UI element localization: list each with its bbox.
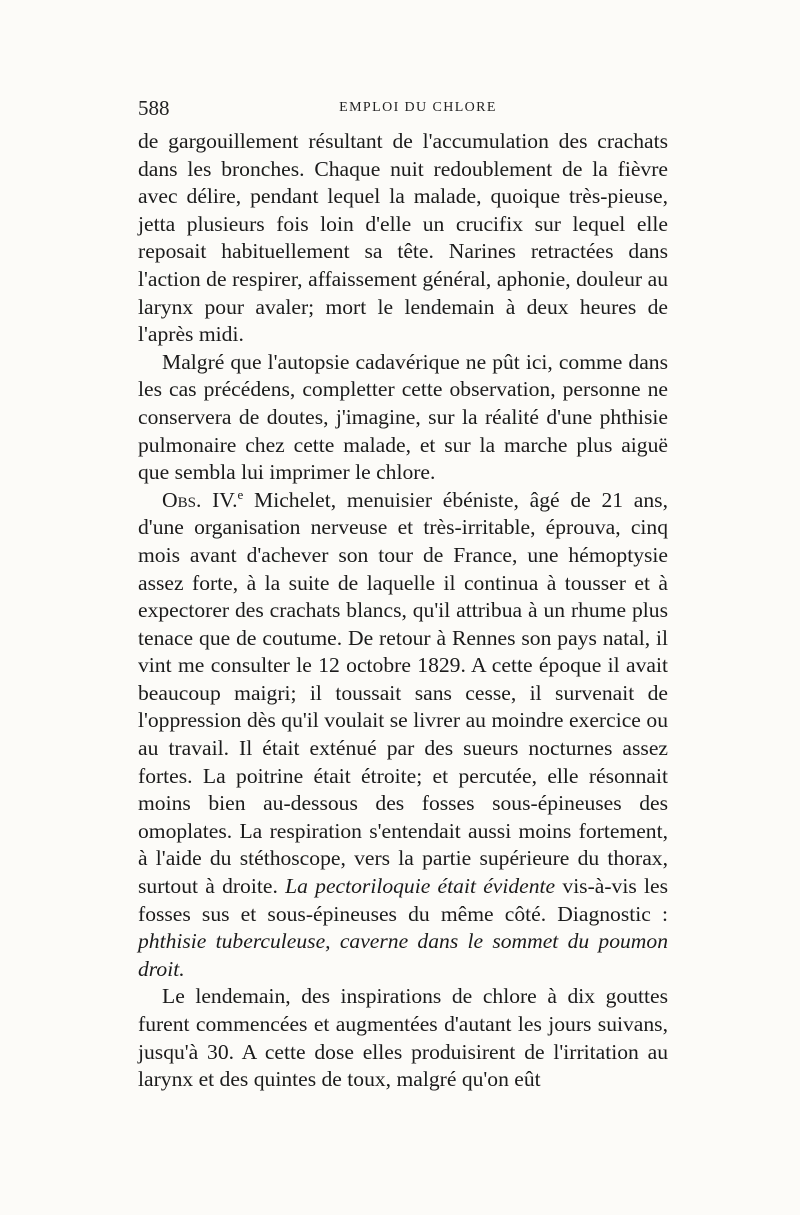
- obs-italic-part-2: phthisie tuberculeuse, caverne dans le sommet du poumon droit.: [138, 929, 668, 981]
- paragraph: Malgré que l'autopsie cadavérique ne pût ici, comme dans les cas précédens, completter cette observation, personne ne conservera de doutes, j'imagine, sur la réalité d'une phthisie pulmonaire chez cette malade, et sur la marche plus aiguë que sembla lui imprimer le chlore.: [138, 349, 668, 485]
- observation-paragraph: [138, 487, 668, 984]
- obs-text-part-2: vis-à-vis les fosses sus et sous-épineuses du même côté. Diagnostic :: [138, 874, 668, 926]
- page-header: [138, 96, 668, 122]
- running-head: EMPLOI DU CHLORE: [339, 100, 497, 115]
- obs-number: IV.: [212, 487, 238, 512]
- obs-italic-part-1: La pectoriloquie était évidente: [285, 874, 556, 899]
- paragraph: de gargouillement résultant de l'accumulation des crachats dans les bronches. Chaque nuit redoublement de la fièvre avec délire, pendant lequel la malade, quoique très-pieuse, jetta plusieurs fois loin d'elle un crucifix sur lequel elle reposait habituellement sa tête. Narines retractées dans l'action de respirer, affaissement général, aphonie, douleur au larynx pour avaler; mort le lendemain à deux heures de l'après midi.: [138, 129, 668, 347]
- paragraph: Le lendemain, des inspirations de chlore à dix gouttes furent commencées et augmentées d'autant les jours suivans, jusqu'à 30. A cette dose elles produisirent de l'irritation au larynx et des quintes de toux, malgré qu'on eût: [138, 984, 668, 1092]
- obs-superscript: e: [237, 486, 244, 502]
- obs-label: Obs.: [162, 487, 202, 512]
- obs-text-part-1: Michelet, menuisier ébéniste, âgé de 21 ans, d'une organisation nerveuse et très-irritable, éprouva, cinq mois avant d'achever son tour de France, une hémoptysie assez forte, à la suite de laquelle il continua à tousser et à expectorer des crachats blancs, qu'il attribua à un rhume plus tenace que de coutume. De retour à Rennes son pays natal, il vint me consulter le 12 octobre 1829. A cette époque il avait beaucoup maigri; il toussait sans cesse, il survenait de l'oppression dès qu'il voulait se livrer au moindre exercice ou au travail. Il était exténué par des sueurs nocturnes assez fortes. La poitrine était étroite; et percutée, elle résonnait moins bien au-dessous des fosses sous-épineuses des omoplates. La respiration s'entendait aussi moins fortement, à l'aide du stéthoscope, vers la partie supérieure du thorax, surtout à droite.: [138, 487, 668, 899]
- body-text: [138, 128, 668, 1094]
- page-number: 588: [138, 96, 170, 120]
